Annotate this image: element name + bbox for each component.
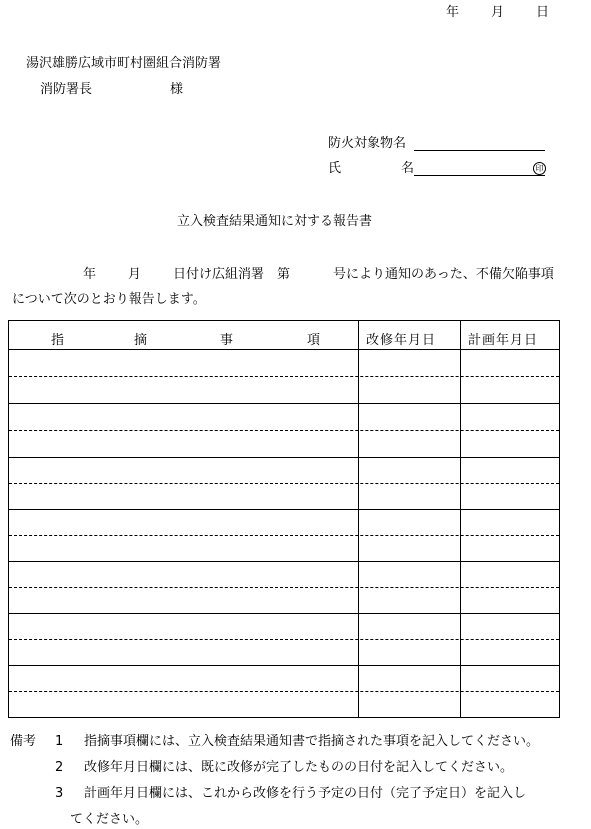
- object-name-label: 防火対象物名: [328, 136, 407, 151]
- header-divider: [9, 349, 559, 350]
- row-6-midline: [9, 639, 559, 640]
- row-5-midline: [9, 587, 559, 588]
- row-2-midline: [9, 430, 559, 431]
- doc-title: 立入検査結果通知に対する報告書: [177, 214, 373, 229]
- note-3-continuation: てください。: [70, 812, 149, 827]
- note-2-text: 改修年月日欄には、既に改修が完了したものの日付を記入してください。: [84, 760, 514, 775]
- recipient-title: 消防署長: [40, 82, 93, 97]
- row-2-bottom: [9, 457, 559, 458]
- col-divider-1: [358, 321, 359, 717]
- row-5-bottom: [9, 613, 559, 614]
- note-3-text: 計画年月日欄には、これから改修を行う予定の日付（完了予定日）を記入し: [84, 786, 527, 801]
- name-label-2: 名: [401, 161, 415, 176]
- name-label-1: 氏: [328, 161, 342, 176]
- body-line1-end: 号により通知のあった、不備欠陥事項: [333, 267, 554, 282]
- object-name-field[interactable]: [414, 136, 545, 151]
- row-1-bottom: [9, 403, 559, 404]
- note-1-text: 指摘事項欄には、立入検査結果通知書で指摘された事項を記入してください。: [84, 734, 540, 749]
- row-3-midline: [9, 483, 559, 484]
- col-divider-2: [460, 321, 461, 717]
- recipient-org: 湯沢雄勝広域市町村圏組合消防署: [26, 56, 222, 71]
- date-day-label: 日: [536, 5, 550, 20]
- row-3-bottom: [9, 509, 559, 510]
- note-3-number: 3: [55, 786, 64, 801]
- note-1-number: 1: [55, 734, 64, 749]
- body-line2: について次のとおり報告します。: [12, 292, 206, 307]
- report-table: [8, 320, 560, 718]
- name-field[interactable]: [414, 161, 545, 176]
- row-4-bottom: [9, 561, 559, 562]
- header-item-char-3: 事: [220, 333, 234, 348]
- date-month-label: 月: [491, 5, 505, 20]
- header-item-char-4: 項: [307, 333, 321, 348]
- note-2-number: 2: [55, 760, 64, 775]
- header-item-char-1: 指: [51, 333, 65, 348]
- row-4-midline: [9, 535, 559, 536]
- row-1-midline: [9, 376, 559, 377]
- header-fix-date: 改修年月日: [366, 333, 437, 348]
- header-plan-date: 計画年月日: [468, 333, 539, 348]
- notes-label: 備考: [10, 734, 37, 749]
- body-line1-mid: 日付け広組消署 第: [173, 267, 291, 282]
- header-item-char-2: 摘: [134, 333, 148, 348]
- body-month: 月: [128, 267, 142, 282]
- row-6-bottom: [9, 665, 559, 666]
- row-7-midline: [9, 691, 559, 692]
- seal-mark: 印: [533, 162, 546, 175]
- body-year: 年: [83, 267, 97, 282]
- date-year-label: 年: [446, 5, 460, 20]
- recipient-honorific: 様: [170, 82, 184, 97]
